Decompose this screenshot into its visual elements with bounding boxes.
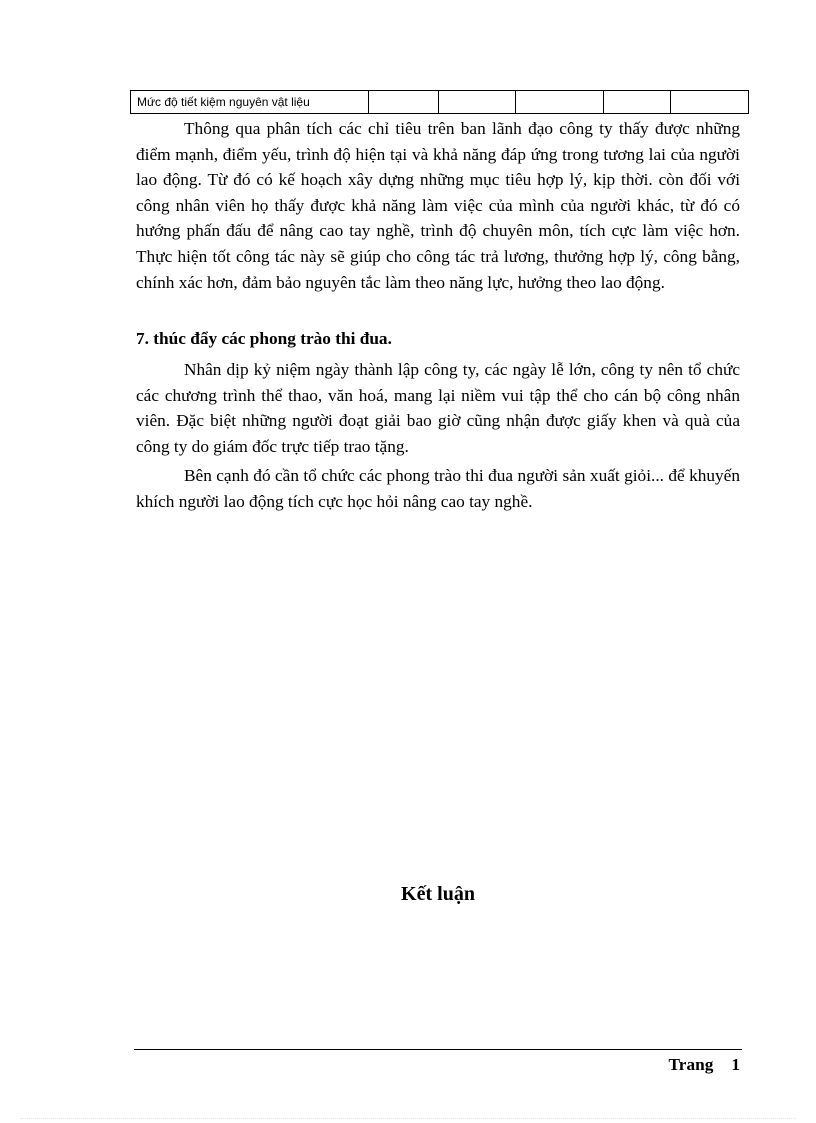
page-number: 1 bbox=[731, 1055, 740, 1074]
empty-cell bbox=[671, 91, 749, 114]
footer-divider bbox=[134, 1049, 742, 1050]
page-edge-divider bbox=[20, 1118, 796, 1119]
footer-label: Trang bbox=[668, 1055, 714, 1074]
empty-cell bbox=[516, 91, 604, 114]
empty-cell bbox=[439, 91, 516, 114]
paragraph-encouragement: Bên cạnh đó cần tổ chức các phong trào thi đua người sản xuất giỏi... để khuyến khích người lao động tích cực học hỏi nâng cao tay nghề. bbox=[136, 466, 740, 511]
empty-cell bbox=[604, 91, 671, 114]
row-label-cell: Mức độ tiết kiệm nguyên vật liệu bbox=[131, 91, 369, 114]
conclusion-title: Kết luận bbox=[401, 883, 475, 905]
page-footer bbox=[600, 1055, 740, 1075]
table-row bbox=[131, 91, 749, 114]
paragraph-competitions: Nhân dịp kỷ niệm ngày thành lập công ty, các ngày lễ lớn, công ty nên tổ chức các chương trình thể thao, văn hoá, mang lại niềm vui tập thể cho cán bộ công nhân viên. Đặc biệt những người đoạt giải bao giờ cũng nhận được giấy khen và quà của công ty do giám đốc trực tiếp trao tặng. bbox=[136, 360, 740, 456]
paragraph-analysis: Thông qua phân tích các chỉ tiêu trên ban lãnh đạo công ty thấy được những điểm mạnh, điểm yếu, trình độ hiện tại và khả năng đáp ứng trong tương lai của người lao động. Từ đó có kế hoạch xây dựng những mục tiêu hợp lý, kịp thời. còn đối với công nhân viên họ thấy được khả năng làm việc của mình của người khác, từ đó có hướng phấn đấu để nâng cao tay nghề, trình độ chuyên môn, tích cực làm việc hơn. Thực hiện tốt công tác này sẽ giúp cho công tác trả lương, thưởng hợp lý, công bằng, chính xác hơn, đảm bảo nguyên tắc làm theo năng lực, hưởng theo lao động. bbox=[136, 119, 740, 292]
section-heading-7: 7. thúc đẩy các phong trào thi đua. bbox=[136, 329, 392, 348]
criteria-table bbox=[130, 90, 749, 114]
empty-cell bbox=[369, 91, 439, 114]
